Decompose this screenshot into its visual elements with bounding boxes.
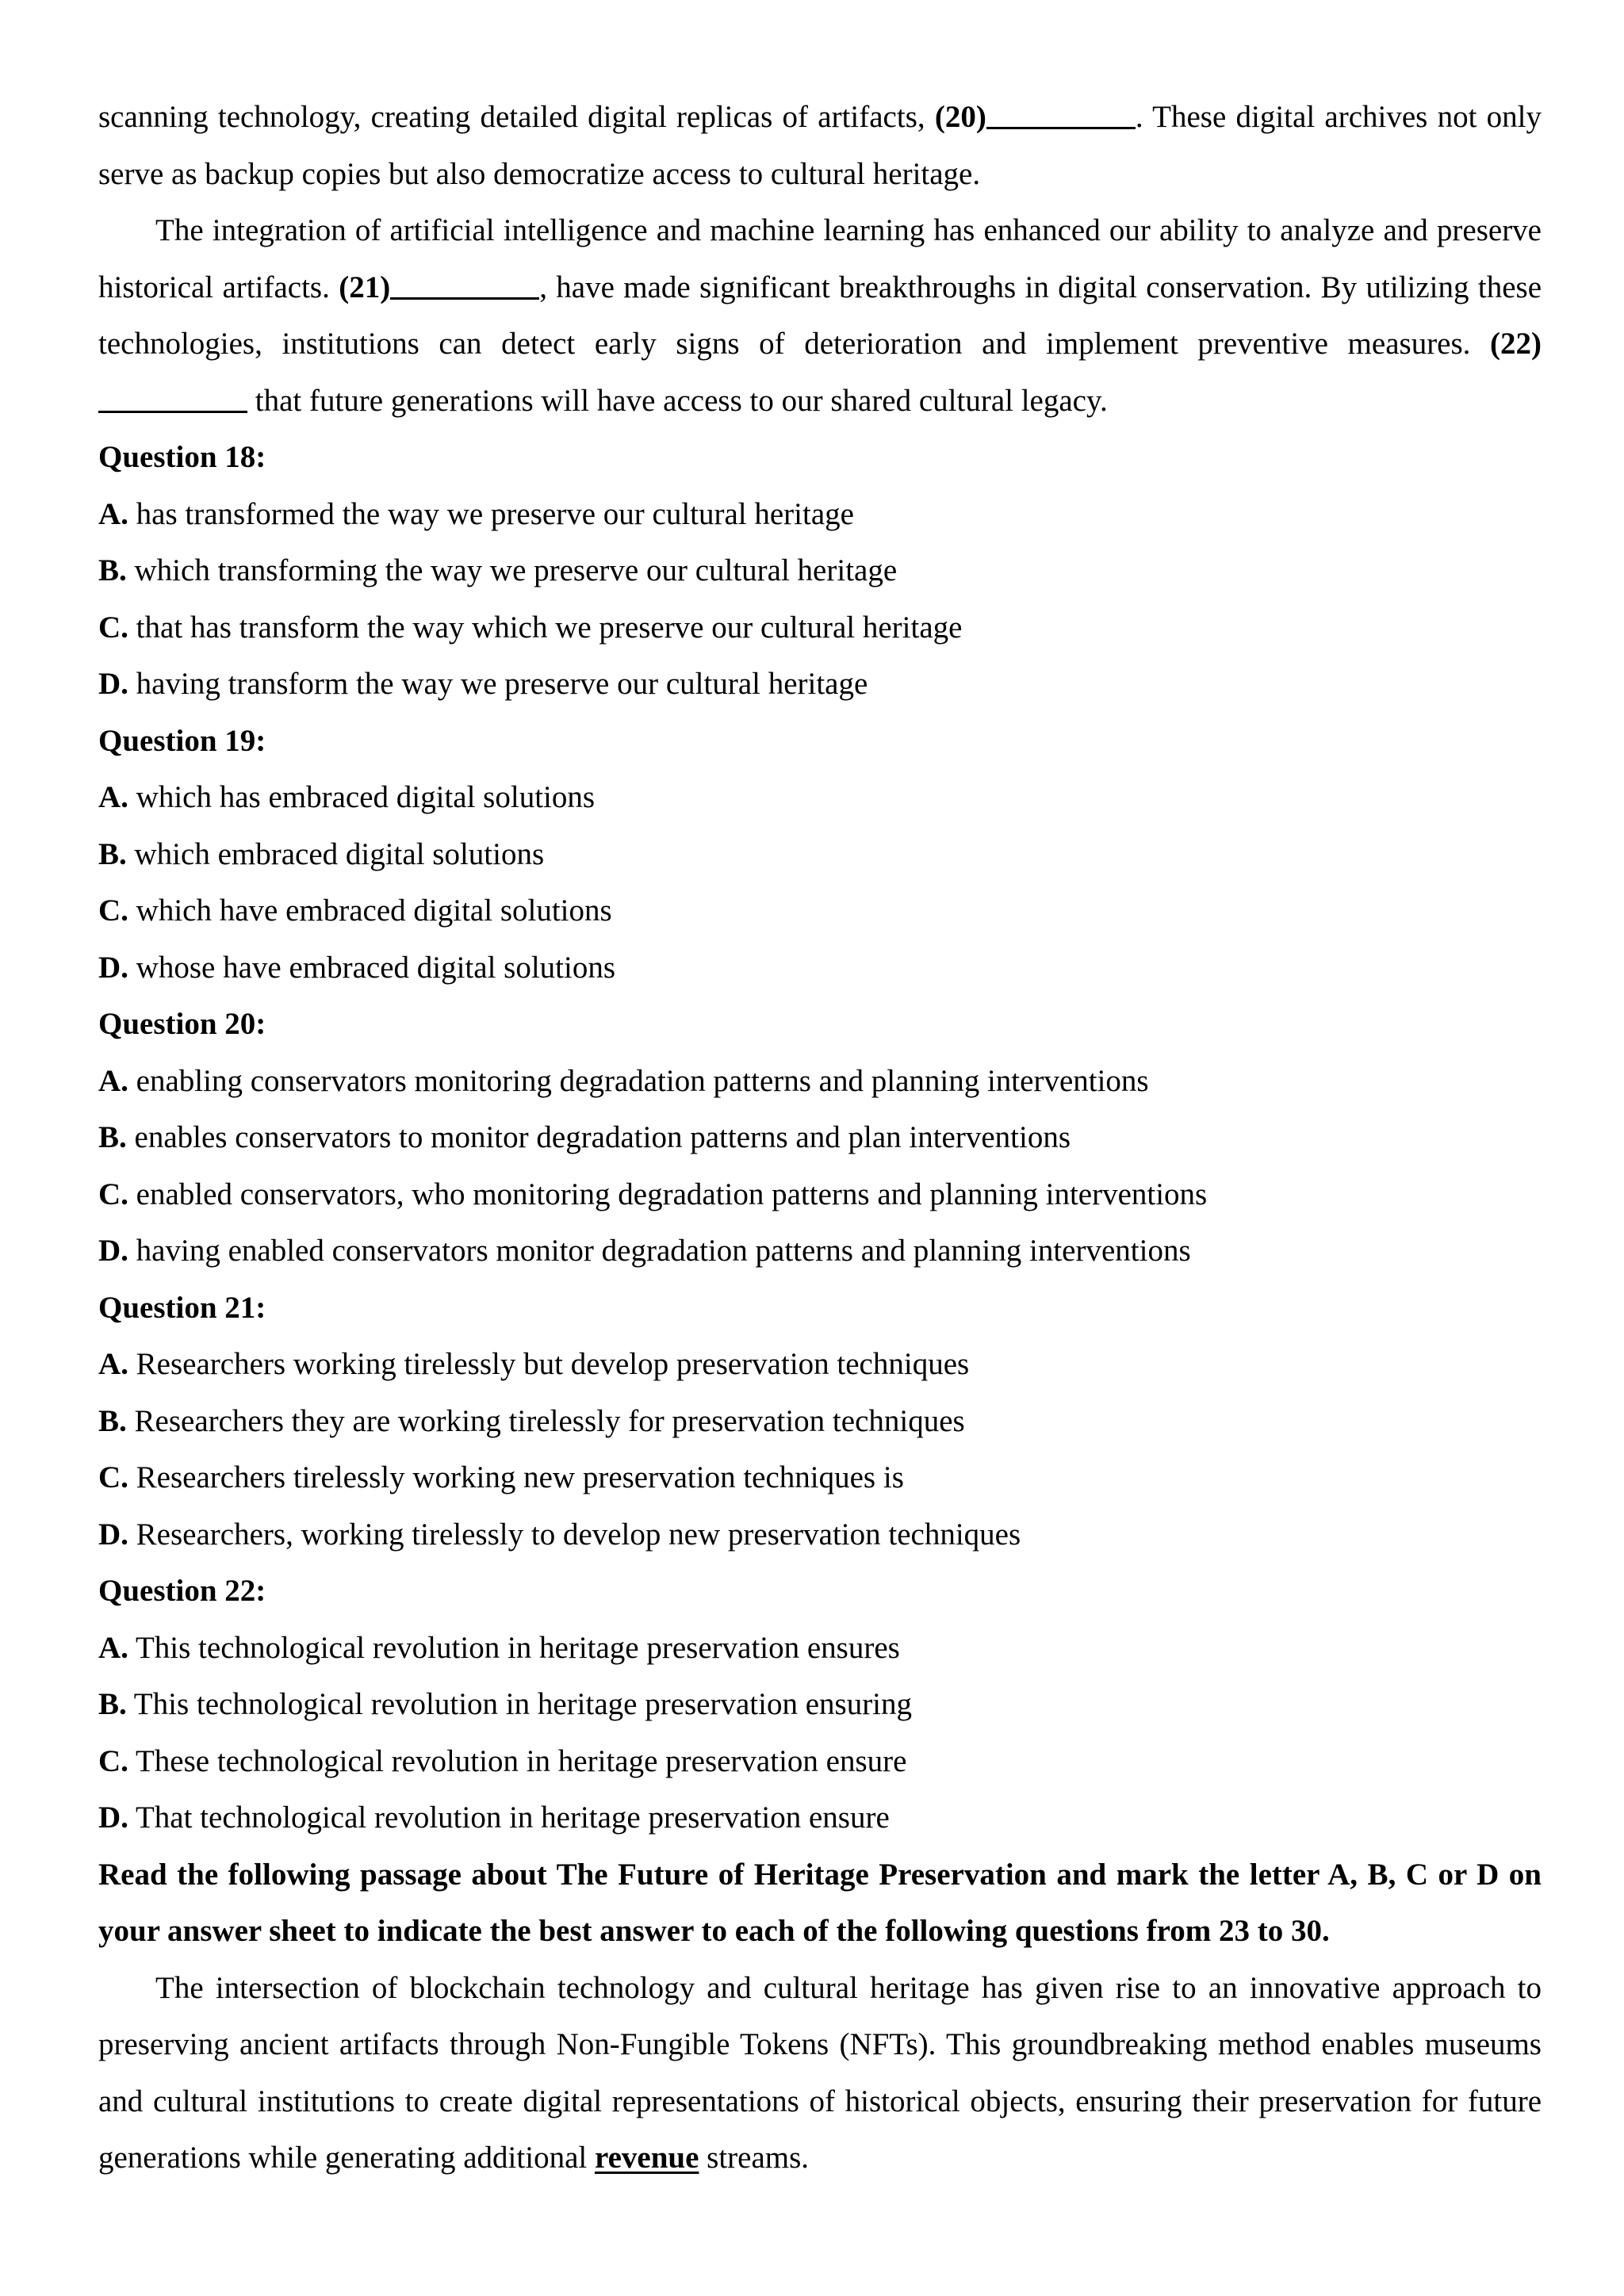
option-text: which embraced digital solutions bbox=[126, 836, 545, 871]
option-text: having transform the way we preserve our cultural heritage bbox=[128, 667, 868, 701]
blank-number: (22) bbox=[1490, 327, 1542, 361]
option-a[interactable] bbox=[98, 1620, 1542, 1677]
option-c[interactable] bbox=[98, 1449, 1542, 1506]
option-text: enables conservators to monitor degradation patterns and plan interventions bbox=[126, 1120, 1071, 1154]
blank-number: (21) bbox=[339, 270, 391, 304]
option-d[interactable] bbox=[98, 1789, 1542, 1846]
option-letter: C. bbox=[98, 1177, 128, 1211]
option-letter: B. bbox=[98, 1120, 127, 1154]
option-a[interactable] bbox=[98, 769, 1542, 826]
option-b[interactable] bbox=[98, 542, 1542, 599]
option-text: These technological revolution in heritage preservation ensure bbox=[128, 1743, 907, 1778]
option-letter: B. bbox=[98, 836, 127, 871]
option-c[interactable] bbox=[98, 599, 1542, 656]
option-letter: C. bbox=[98, 1743, 128, 1778]
question-title: Question 22: bbox=[98, 1574, 266, 1608]
option-letter: A. bbox=[98, 780, 128, 814]
passage-text: , have made significant breakthroughs in digital conservation. By utilizing these technologies, institutions can detect early signs of deterioration and implement preventive measures. bbox=[98, 270, 1542, 361]
option-letter: D. bbox=[98, 950, 128, 985]
option-letter: B. bbox=[98, 1687, 127, 1721]
passage-paragraph bbox=[98, 1960, 1542, 2187]
option-text: enabled conservators, who monitoring degradation patterns and planning interventions bbox=[128, 1177, 1208, 1211]
option-text: That technological revolution in heritage preservation ensure bbox=[128, 1800, 890, 1835]
question-block bbox=[98, 1280, 1542, 1563]
passage-text: scanning technology, creating detailed digital replicas of artifacts, bbox=[98, 100, 935, 134]
blank-underline bbox=[986, 127, 1136, 129]
option-c[interactable] bbox=[98, 1733, 1542, 1790]
section-instruction: Read the following passage about The Future of Heritage Preservation and mark the letter A, B, C or D on your answer sheet to indicate the best answer to each of the following questions from 23 to 30. bbox=[98, 1857, 1542, 1948]
option-text: whose have embraced digital solutions bbox=[128, 950, 616, 985]
option-a[interactable] bbox=[98, 1053, 1542, 1110]
option-letter: D. bbox=[98, 667, 128, 701]
option-text: Researchers tirelessly working new preservation techniques is bbox=[128, 1460, 904, 1494]
question-block bbox=[98, 429, 1542, 713]
question-title: Question 18: bbox=[98, 440, 266, 474]
option-letter: B. bbox=[98, 553, 127, 587]
option-letter: C. bbox=[98, 894, 128, 928]
blank-underline bbox=[98, 411, 247, 413]
option-b[interactable] bbox=[98, 1393, 1542, 1450]
option-letter: A. bbox=[98, 1347, 128, 1381]
option-letter: B. bbox=[98, 1403, 127, 1438]
option-text: Researchers they are working tirelessly for preservation techniques bbox=[126, 1403, 965, 1438]
option-letter: D. bbox=[98, 1517, 128, 1552]
question-title: Question 19: bbox=[98, 723, 266, 758]
option-a[interactable] bbox=[98, 1336, 1542, 1393]
option-text: which transforming the way we preserve our cultural heritage bbox=[126, 553, 898, 587]
option-text: that has transform the way which we preserve our cultural heritage bbox=[128, 610, 963, 645]
option-letter: A. bbox=[98, 496, 128, 531]
option-text: which have embraced digital solutions bbox=[128, 894, 612, 928]
question-title: Question 21: bbox=[98, 1290, 266, 1325]
option-text: Researchers working tirelessly but develop preservation techniques bbox=[128, 1347, 970, 1381]
option-d[interactable] bbox=[98, 656, 1542, 713]
question-block bbox=[98, 1563, 1542, 1846]
option-text: has transformed the way we preserve our cultural heritage bbox=[128, 496, 854, 531]
option-text: enabling conservators monitoring degradation patterns and planning interventions bbox=[128, 1063, 1149, 1098]
option-letter: D. bbox=[98, 1800, 128, 1835]
option-a[interactable] bbox=[98, 486, 1542, 543]
option-letter: A. bbox=[98, 1063, 128, 1098]
question-block bbox=[98, 713, 1542, 997]
blank-20 bbox=[935, 100, 1136, 134]
passage-text: The integration of artificial intelligence and machine learning has enhanced our ability to analyze and preserve historical artifacts. bbox=[98, 213, 1542, 304]
option-text: having enabled conservators monitor degradation patterns and planning interventions bbox=[128, 1234, 1191, 1268]
option-text: This technological revolution in heritage preservation ensures bbox=[128, 1630, 900, 1665]
document-page bbox=[98, 89, 1542, 2187]
option-d[interactable] bbox=[98, 1223, 1542, 1280]
option-text: Researchers, working tirelessly to develop new preservation techniques bbox=[128, 1517, 1021, 1552]
underlined-word: revenue bbox=[594, 2141, 699, 2175]
option-c[interactable] bbox=[98, 1166, 1542, 1223]
passage-paragraph-continued bbox=[98, 89, 1542, 202]
passage-text: streams. bbox=[699, 2141, 810, 2175]
passage-text: The intersection of blockchain technology and cultural heritage has given rise to an innovative approach to preserving ancient artifacts through Non-Fungible Tokens (NFTs). This groundbreaking method enables museums and cultural institutions to create digital representations of historical objects, ensuring their preservation for future generations while generating additional bbox=[98, 1970, 1542, 2175]
option-b[interactable] bbox=[98, 1109, 1542, 1166]
passage-paragraph bbox=[98, 202, 1542, 429]
passage-text: . These digital archives not only serve as backup copies but also democratize access to cultural heritage. bbox=[98, 100, 1542, 191]
blank-number: (20) bbox=[934, 100, 986, 134]
option-letter: C. bbox=[98, 1460, 128, 1494]
option-c[interactable] bbox=[98, 882, 1542, 939]
option-d[interactable] bbox=[98, 939, 1542, 997]
option-letter: C. bbox=[98, 610, 128, 645]
option-b[interactable] bbox=[98, 1676, 1542, 1733]
option-text: This technological revolution in heritage preservation ensuring bbox=[126, 1687, 913, 1721]
question-title: Question 20: bbox=[98, 1007, 266, 1041]
blank-21 bbox=[339, 270, 539, 304]
option-letter: A. bbox=[98, 1630, 128, 1665]
option-letter: D. bbox=[98, 1234, 128, 1268]
blank-underline bbox=[390, 297, 539, 300]
question-block bbox=[98, 996, 1542, 1280]
passage-text: that future generations will have access to our shared cultural legacy. bbox=[247, 383, 1108, 418]
option-text: which has embraced digital solutions bbox=[128, 780, 596, 814]
option-b[interactable] bbox=[98, 826, 1542, 883]
option-d[interactable] bbox=[98, 1506, 1542, 1563]
